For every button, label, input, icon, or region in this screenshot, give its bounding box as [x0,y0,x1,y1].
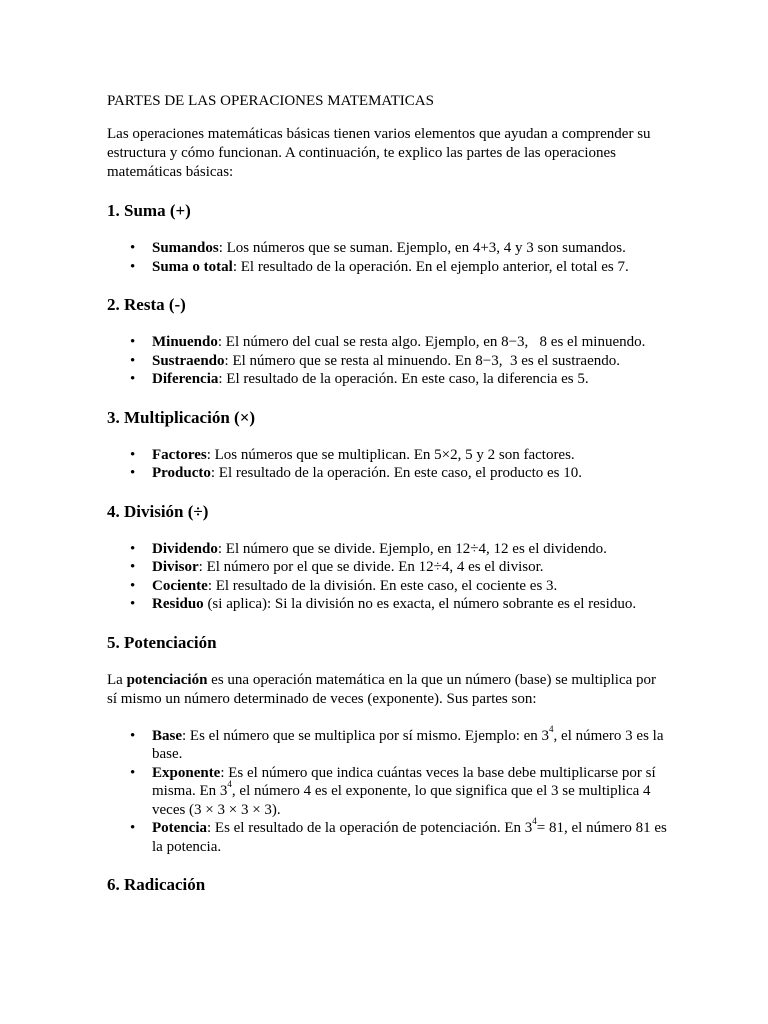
term: Producto [152,465,211,481]
list-item [152,577,668,596]
list-item [152,816,668,856]
document-title: PARTES DE LAS OPERACIONES MATEMATICAS [107,93,434,109]
term: Sumandos [152,240,219,256]
section-heading-division: 4. División (÷) [107,501,209,521]
paragraph-text: La [107,671,127,688]
list-item [152,239,668,258]
list-item [152,595,668,614]
paragraph-text: es una operación matemática en la que un número (base) se multiplica por sí mismo un número determinado de veces (exponente). Sus partes son: [107,671,657,707]
term: Dividendo [152,540,218,557]
term: Residuo [152,596,204,612]
intro-paragraph: Las operaciones matemáticas básicas tienen varios elementos que ayudan a comprender su estructura y cómo funcionan. A continuación, te explico las partes de las operaciones matemáticas básicas: [107,126,651,180]
definition: : El número que se resta al minuendo. En 8−3, 3 es el sustraendo. [224,352,620,369]
exponent: 4 [532,816,537,826]
term: Minuendo [152,334,218,350]
section-heading-multiplicacion: 3. Multiplicación (×) [107,407,256,427]
section-list-division [107,540,668,614]
list-item [152,446,668,465]
term: Exponente [152,764,221,781]
term: Factores [152,446,207,463]
definition: : Es el número que se multiplica por sí mismo. Ejemplo: en 3 [182,727,550,744]
list-item [152,370,668,389]
list-item [152,558,668,577]
term: Suma o total [152,258,233,275]
section-heading-potenciacion: 5. Potenciación [107,632,217,652]
section-list-suma [107,239,668,276]
definition: : El resultado de la operación. En este caso, el producto es 10. [210,465,583,481]
definition: = 81, el número 81 es la potencia. [152,820,667,855]
term: Sustraendo [152,352,225,369]
definition: : El número que se divide. Ejemplo, en 12÷4, 12 es el dividendo. [217,540,607,557]
list-item [152,352,668,371]
section-heading-resta: 2. Resta (-) [107,295,186,314]
definition: : Los números que se multiplican. En 5×2, 5 y 2 son factores. [206,446,575,463]
definition: (si aplica): Si la división no es exacta, el número sobrante es el residuo. [203,596,637,612]
term: Divisor [152,559,199,575]
definition: : El resultado de la operación. En este caso, la diferencia es 5. [218,371,589,387]
paragraph-term: potenciación [126,671,208,688]
list-item [152,540,668,559]
section-heading-radicacion: 6. Radicación [107,875,206,894]
definition: : El número del cual se resta algo. Ejemplo, en 8−3, 8 es el minuendo. [217,334,646,350]
definition: , el número 4 es el exponente, lo que significa que el 3 se multiplica 4 veces (3 × 3 × 3 × 3). [152,783,651,818]
definition: : El número por el que se divide. En 12÷4, 4 es el divisor. [198,559,544,575]
term: Cociente [152,577,208,594]
section-heading-suma: 1. Suma (+) [107,201,191,220]
exponent: 4 [227,779,232,789]
section-list-potenciacion [107,723,668,857]
definition: : Los números que se suman. Ejemplo, en 4+3, 4 y 3 son sumandos. [218,240,626,256]
list-item [152,464,668,483]
list-item [152,723,668,764]
definition: : Es el número que indica cuántas veces la base debe multiplicarse por sí misma. En 3 [152,764,656,799]
definition: , el número 3 es la base. [152,727,664,762]
exponent: 4 [549,723,554,734]
term: Diferencia [152,371,219,387]
definition: : Es el resultado de la operación de potenciación. En 3 [206,820,533,836]
term: Base [152,727,182,744]
list-item [152,333,668,352]
term: Potencia [152,820,207,836]
spacer [107,709,668,727]
potenciacion-paragraph [107,671,668,709]
section-list-resta [107,333,668,389]
definition: : El resultado de la división. En este caso, el cociente es 3. [207,577,558,594]
list-item [152,258,668,277]
list-item [152,764,668,820]
definition: : El resultado de la operación. En el ejemplo anterior, el total es 7. [232,258,629,275]
section-list-multiplicacion [107,446,668,483]
